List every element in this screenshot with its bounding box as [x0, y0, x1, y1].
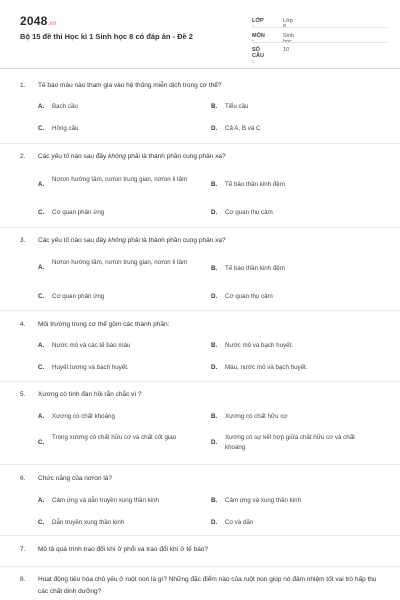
question-text: Xương có tính đàn hồi rắn chắc vì ?: [38, 391, 142, 398]
page-title: Bộ 15 đề thi Học kì 1 Sinh học 8 có đáp án - Đề 2: [20, 32, 193, 41]
question-text: Hoạt động tiêu hóa chủ yếu ở ruột non là gì? Những đặc điểm nào của ruột non giúp nó đảm nhiệm tốt vai trò hấp thụ các chất dinh dưỡng?: [38, 576, 377, 595]
question-text: Mô tả quá trình trao đổi khí ở phổi và trao đổi khí ở tế bào?: [38, 546, 209, 553]
question-text: Các yếu tố nào sau đây không phải là thành phần cung phản xạ?: [38, 237, 226, 244]
question-text: Môi trường trong cơ thể gồm các thành phần:: [38, 321, 170, 328]
question-text: Tế bào máu nào tham gia vào hệ thống miễn dịch trong cơ thể?: [38, 82, 222, 89]
site-logo[interactable]: 2048.vn: [20, 14, 57, 28]
question-text: Các yếu tố nào sau đây không phải là thành phần cung phản xạ?: [38, 153, 226, 160]
question-text: Chức năng của nơron là?: [38, 475, 113, 482]
header-divider: [0, 68, 400, 69]
page-header: 2048.vn Bộ 15 đề thi Học kì 1 Sinh học 8 có đáp án - Đề 2 LỚP : Lớp 8 MÔN : Sinh học SỐ CÂU : 10: [0, 0, 400, 68]
